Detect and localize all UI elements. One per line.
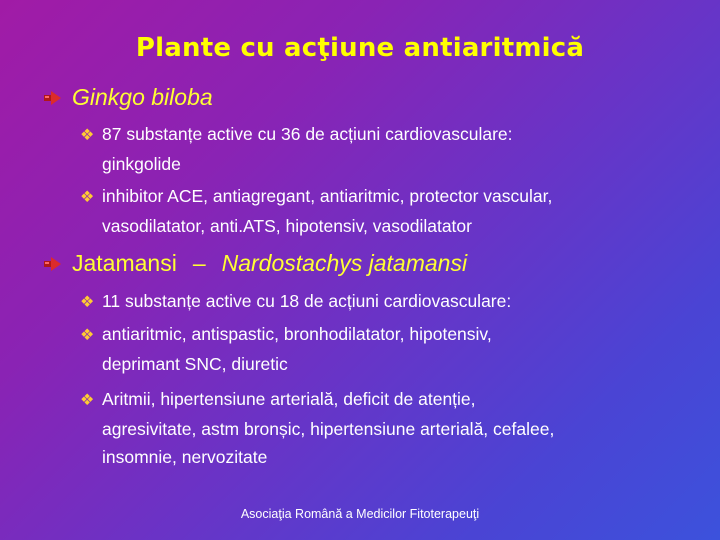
item-text-cont: deprimant SNC, diuretic — [102, 354, 288, 374]
diamond-bullet-icon: ❖ — [80, 294, 95, 311]
item-text-cont: insomnie, nervozitate — [102, 447, 268, 467]
list-item — [80, 320, 705, 378]
item-text: Aritmii, hipertensiune arterială, deficit de atenție, — [102, 389, 476, 409]
item-text-cont: ginkgolide — [102, 154, 181, 174]
arrow-bullet-icon — [44, 256, 62, 272]
list-item — [80, 287, 705, 317]
item-text-cont: agresivitate, astm bronșic, hipertensiune arterială, cefalee, — [102, 419, 555, 439]
list-item — [80, 182, 705, 240]
section-heading-suffix: Nardostachys jatamansi — [221, 250, 468, 276]
diamond-bullet-icon: ❖ — [80, 327, 95, 344]
item-text: 87 substanțe active cu 36 de acțiuni cardiovasculare: — [102, 124, 513, 144]
section-heading-label: Ginkgo biloba — [72, 84, 213, 110]
arrow-bullet-icon — [44, 90, 62, 106]
section-heading-dash: – — [192, 250, 206, 276]
section-heading-prefix: Jatamansi — [72, 250, 177, 276]
diamond-bullet-icon: ❖ — [80, 392, 95, 409]
item-text-cont: vasodilatator, anti.ATS, hipotensiv, vasodilatator — [102, 216, 472, 236]
section-heading-ginkgo — [44, 84, 213, 111]
item-text: antiaritmic, antispastic, bronhodilatator, hipotensiv, — [102, 324, 492, 344]
footer-text: Asociaţia Română a Medicilor Fitoterapeuţi — [240, 507, 480, 521]
item-text: 11 substanțe active cu 18 de acțiuni cardiovasculare: — [102, 291, 512, 311]
diamond-bullet-icon: ❖ — [80, 189, 95, 206]
slide-title: Plante cu acţiune antiaritmică — [135, 33, 585, 63]
list-item — [80, 120, 705, 178]
diamond-bullet-icon: ❖ — [80, 127, 95, 144]
item-text: inhibitor ACE, antiagregant, antiaritmic, protector vascular, — [102, 186, 553, 206]
section-heading-jatamansi — [44, 250, 467, 277]
list-item — [80, 385, 705, 471]
